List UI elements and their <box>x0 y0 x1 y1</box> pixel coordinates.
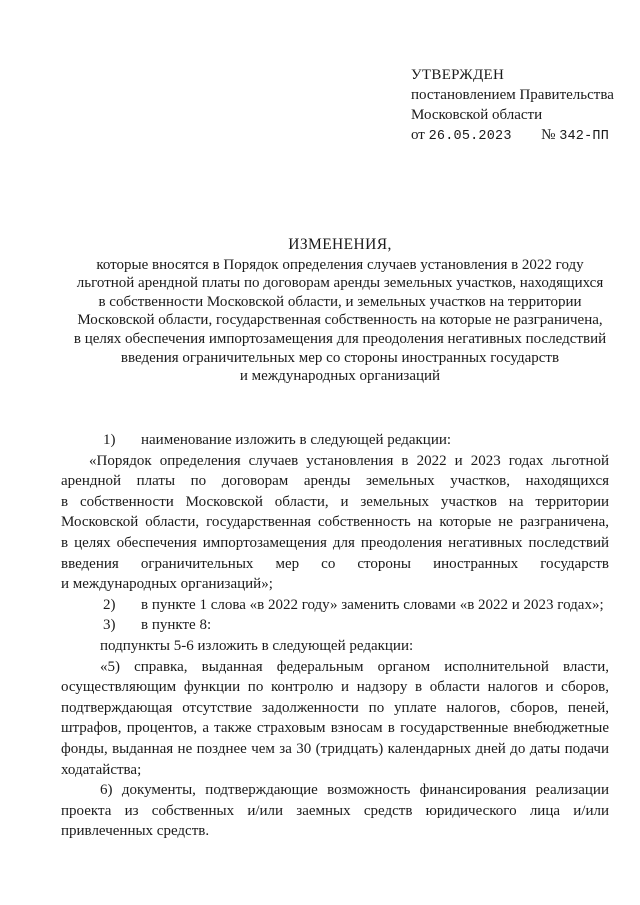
title-heading: ИЗМЕНЕНИЯ, <box>288 236 392 253</box>
text-line: штрафов, процентов, а также страховым взносам в государственные внебюджетные <box>61 720 609 737</box>
item-number: 1) <box>103 432 116 448</box>
item-1 <box>61 430 609 451</box>
title-line: введения ограничительных мер со стороны иностранных государств <box>120 349 560 366</box>
title-line: и международных организаций <box>239 368 441 385</box>
approval-heading: УТВЕРЖДЕН <box>411 67 505 83</box>
item-2 <box>61 595 609 616</box>
item-number: 2) <box>103 596 116 613</box>
approval-date: 26.05.2023 <box>428 129 512 144</box>
text-line: в собственности Московской области, и земельных участков на территории <box>61 493 609 510</box>
text-line: проекта из собственных и/или заемных средств юридического лица и/или <box>61 802 609 819</box>
item-text: в пункте 1 слова «в 2022 году» заменить словами «в 2022 и 2023 годах»; <box>141 596 604 613</box>
approval-number: 342-ПП <box>559 129 609 144</box>
approval-date-row <box>411 125 614 147</box>
approval-stamp <box>411 65 614 147</box>
text-line: 6) документы, подтверждающие возможность финансирования реализации <box>100 782 609 799</box>
text-line: и международных организаций»; <box>61 576 273 593</box>
title-line: в собственности Московской области, и земельных участков на территории <box>98 293 582 310</box>
text-line: Московской области, государственная собственность на которые не разграничена, <box>61 514 609 531</box>
text-line: осуществляющим функции по контролю и надзору в области налогов и сборов, <box>61 679 609 696</box>
item-text: наименование изложить в следующей редакции: <box>141 432 452 448</box>
approval-line-1: постановлением Правительства <box>411 87 614 103</box>
title-line: в целях обеспечения импортозамещения для преодоления негативных последствий <box>73 330 607 347</box>
quoted-title <box>61 451 609 595</box>
document-title <box>40 236 640 386</box>
subitem-5 <box>61 657 609 781</box>
text-line: введения ограничительных мер со стороны иностранных государств <box>61 555 609 572</box>
subitems-intro: подпункты 5-6 изложить в следующей редакции: <box>100 637 414 654</box>
title-line: которые вносятся в Порядок определения случаев установления в 2022 году <box>96 256 584 273</box>
document-body <box>61 430 609 842</box>
approval-from-label: от <box>411 127 425 143</box>
text-line: подтверждающая отсутствие задолженности по уплате налогов, сборов, пеней, <box>61 699 609 716</box>
approval-line-2: Московской области <box>411 107 543 123</box>
text-line: «5) справка, выданная федеральным органом исполнительной власти, <box>100 658 609 675</box>
text-line: в целях обеспечения импортозамещения для преодоления негативных последствий <box>61 534 609 551</box>
text-line: привлеченных средств. <box>61 823 210 840</box>
text-line: арендной платы по договорам аренды земельных участков, находящихся <box>61 473 609 490</box>
subitem-6 <box>61 780 609 842</box>
text-line: фонды, выданная не позднее чем за 30 (тридцать) календарных дней до даты подачи <box>61 740 609 757</box>
title-line: льготной арендной платы по договорам аренды земельных участков, находящихся <box>76 275 604 292</box>
item-3 <box>61 615 609 636</box>
text-line: «Порядок определения случаев установления в 2022 и 2023 годах льготной <box>89 452 609 469</box>
item-text: в пункте 8: <box>141 617 212 634</box>
text-line: ходатайства; <box>61 761 142 778</box>
item-number: 3) <box>103 617 116 634</box>
title-line: Московской области, государственная собственность на которые не разграничена, <box>77 312 603 329</box>
approval-number-sign: № <box>541 127 556 143</box>
